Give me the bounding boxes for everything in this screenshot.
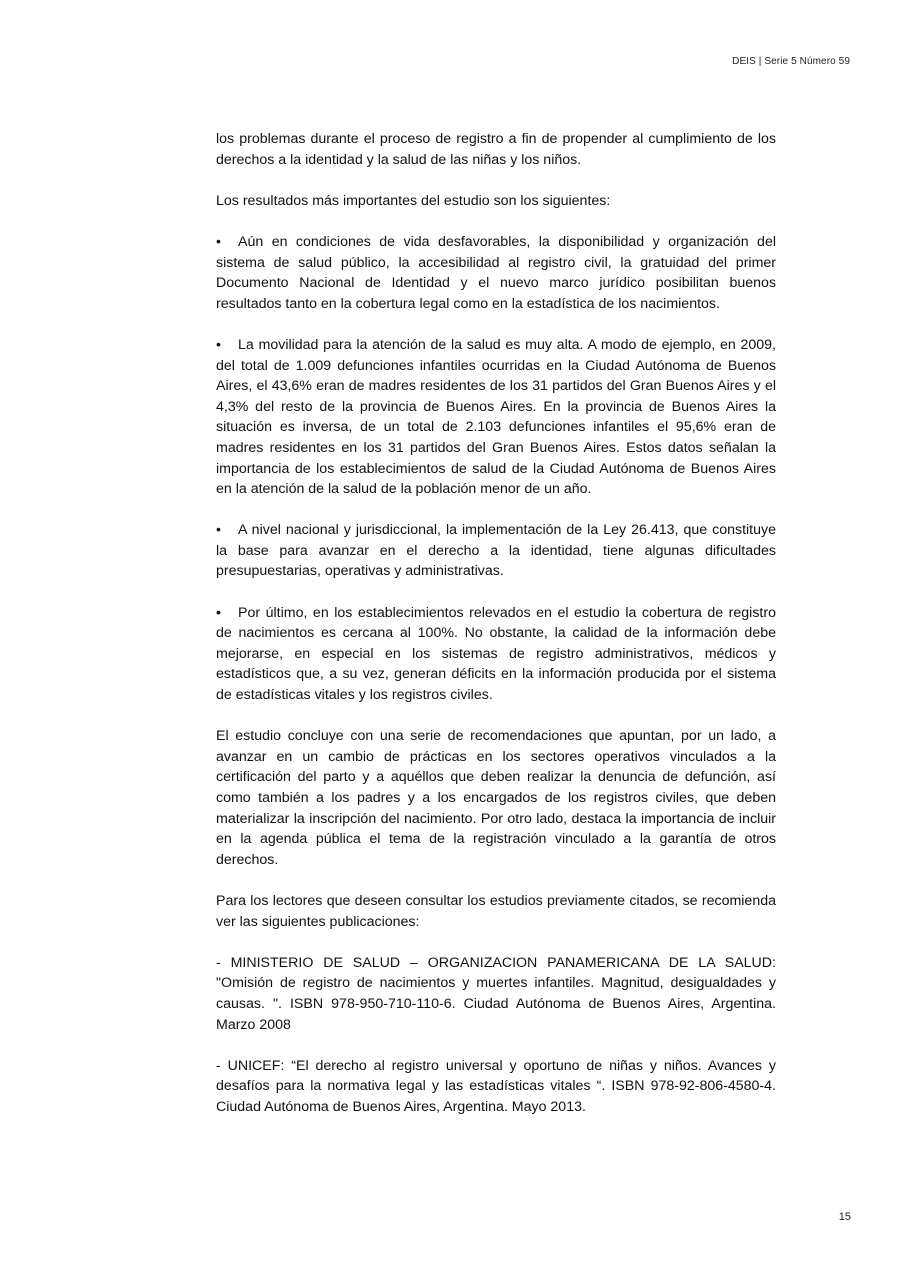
reference-item: - UNICEF: “El derecho al registro universal y oportuno de niñas y niños. Avances y desafíos para la normativa legal y las estadísticas vitales “. ISBN 978-92-806-4580-4. Ciudad Autónoma de Buenos Aires, Argentina. Mayo 2013.	[216, 1057, 776, 1115]
bullet-item	[216, 520, 776, 582]
bullet-item	[216, 335, 776, 500]
bullet-icon: •	[216, 604, 221, 621]
bullet-text: A nivel nacional y jurisdiccional, la implementación de la Ley 26.413, que constituye la base para avanzar en el derecho a la identidad, tiene algunas dificultades presupuestarias, operativas y administrativas.	[216, 522, 776, 580]
body-text	[216, 129, 776, 1138]
bullet-item	[216, 232, 776, 314]
readers-note-paragraph: Para los lectores que deseen consultar los estudios previamente citados, se recomienda ver las siguientes publicaciones:	[216, 892, 776, 930]
intro-paragraph: los problemas durante el proceso de registro a fin de propender al cumplimiento de los derechos a la identidad y la salud de las niñas y los niños.	[216, 131, 776, 168]
bullet-icon: •	[216, 336, 221, 353]
bullet-item	[216, 603, 776, 706]
results-lead-paragraph: Los resultados más importantes del estudio son los siguientes:	[216, 192, 611, 209]
page-number: 15	[838, 1211, 851, 1223]
bullet-text: La movilidad para la atención de la salud es muy alta. A modo de ejemplo, en 2009, del total de 1.009 defunciones infantiles ocurridas en la Ciudad Autónoma de Buenos Aires, el 43,6% eran de madres residentes de los 31 partidos del Gran Buenos Aires y el 4,3% del resto de la provincia de Buenos Aires. En la provincia de Buenos Aires la situación es inversa, de un total de 2.103 defunciones infantiles el 95,6% eran de madres residentes en los 31 partidos del Gran Buenos Aires. Estos datos señalan la importancia de los establecimientos de salud de la Ciudad Autónoma de Buenos Aires en la atención de la salud de la población menor de un año.	[216, 336, 776, 498]
bullet-text: Aún en condiciones de vida desfavorables, la disponibilidad y organización del sistema de salud público, la accesibilidad al registro civil, la gratuidad del primer Documento Nacional de Identidad y el nuevo marco jurídico posibilitan buenos resultados tanto en la cobertura legal como en la estadística de los nacimientos.	[216, 233, 776, 312]
conclusion-paragraph: El estudio concluye con una serie de recomendaciones que apuntan, por un lado, a avanzar en un cambio de prácticas en los sectores operativos vinculados a la certificación del parto y a aquéllos que deben realizar la denuncia de defunción, así como también a los padres y a los encargados de los registros civiles, que deben materializar la inscripción del nacimiento. Por otro lado, destaca la importancia de incluir en la agenda pública el tema de la registración vinculado a la garantía de otros derechos.	[216, 728, 776, 868]
bullet-text: Por último, en los establecimientos relevados en el estudio la cobertura de registro de nacimientos es cercana al 100%. No obstante, la calidad de la información debe mejorarse, en especial en los sistemas de registro administrativos, médicos y estadísticos que, a su vez, generan déficits en la información producida por el sistema de estadísticas vitales y los registros civiles.	[216, 604, 776, 704]
bullet-icon: •	[216, 233, 221, 250]
running-header: DEIS | Serie 5 Número 59	[732, 56, 850, 67]
bullet-icon: •	[216, 522, 221, 539]
reference-item: - MINISTERIO DE SALUD – ORGANIZACION PANAMERICANA DE LA SALUD: "Omisión de registro de nacimientos y muertes infantiles. Magnitud, desigualdades y causas. ". ISBN 978-950-710-110-6. Ciudad Autónoma de Buenos Aires, Argentina. Marzo 2008	[216, 954, 776, 1033]
